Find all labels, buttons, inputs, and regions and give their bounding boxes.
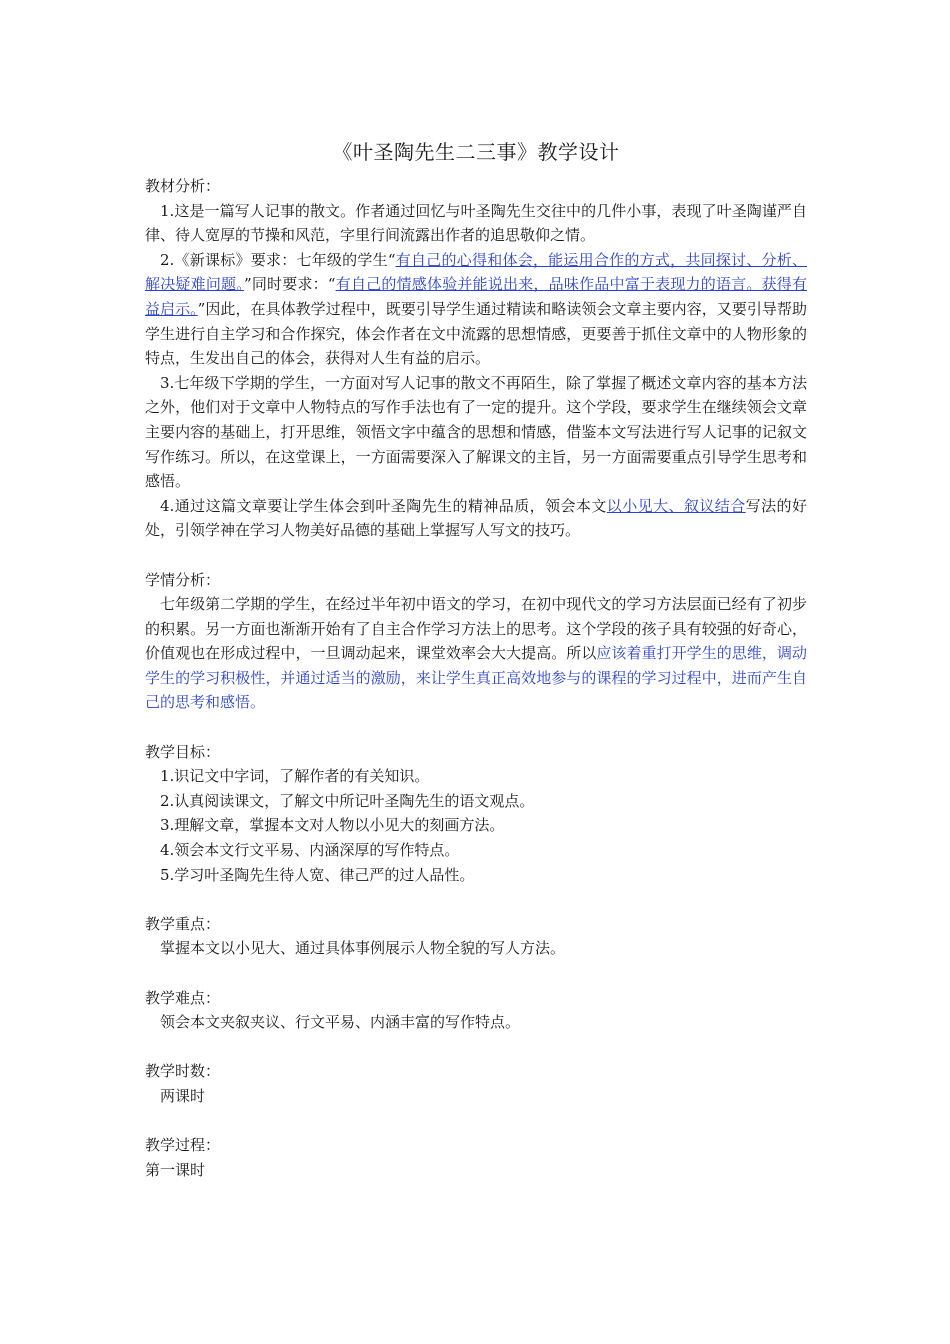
spacer — [145, 1035, 807, 1060]
goal-item-5: 5.学习叶圣陶先生待人宽、律己严的过人品性。 — [160, 865, 475, 884]
material-paragraph-3: 3.七年级下学期的学生，一方面对写人记事的散文不再陌生，除了掌握了概述文章内容的基本方法之外，他们对于文章中人物特点的写作手法也有了一定的提升。这个学段，要求学生在继续领会文章主要内容的基础上，打开思维，领悟文字中蕴含的思想和情感，借鉴本文写法进行写人记事的记叙文写作练习。所以，在这堂课上，一方面需要深入了解课文的主旨，另一方面需要重点引导学生思考和感悟。 — [145, 373, 807, 491]
students-highlight-text: 应该着重打开学生的思维，调动学生的学习积极性，并通过适当的激励，来让学生真正高效地参与的课程的学习过程中，进而产生自己的思考和感悟。 — [145, 644, 807, 712]
document-page — [145, 138, 807, 1182]
spacer — [145, 1109, 807, 1134]
section-heading-material: 教材分析： — [145, 177, 221, 195]
spacer — [145, 543, 807, 568]
hours-text: 两课时 — [160, 1086, 206, 1105]
spacer — [145, 887, 807, 912]
process-first-lesson: 第一课时 — [145, 1160, 206, 1179]
section-heading-key-points: 教学重点： — [145, 914, 221, 933]
section-heading-difficulties: 教学难点： — [145, 988, 221, 1007]
material-paragraph-2 — [145, 248, 807, 371]
section-heading-students: 学情分析： — [145, 570, 221, 589]
material-p4-text-a: 4.通过这篇文章要让学生体会到叶圣陶先生的精神品质，领会本文 — [160, 496, 607, 515]
material-p4-text-b: 写法的好处，引领学神在学习人物美好品德的基础上掌握写人写文的技巧。 — [145, 496, 807, 540]
spacer — [145, 715, 807, 740]
curriculum-quote-link-2[interactable]: 有自己的情感体验并能说出来，品味作品中富于表现力的语言。获得有益启示。 — [145, 275, 807, 318]
material-paragraph-4 — [145, 494, 807, 543]
goal-item-1: 1.识记文中字词，了解作者的有关知识。 — [160, 767, 430, 786]
students-text: 七年级第二学期的学生，在经过半年初中语文的学习，在初中现代文的学习方法层面已经有了初步的积累。另一方面也渐渐开始有了自主合作学习方法上的思考。这个学段的孩子具有较强的好奇心，价值观也在形成过程中，一旦调动起来，课堂效率会大大提高。所以 — [145, 595, 807, 663]
difficulties-text: 领会本文夹叙夹议、行文平易、内涵丰富的写作特点。 — [160, 1013, 521, 1032]
curriculum-quote-link-1[interactable]: 有自己的心得和体会，能运用合作的方式，共同探讨、分析、解决疑难问题。 — [145, 250, 807, 294]
material-p2-text-c: ”因此，在具体教学过程中，既要引导学生通过精读和略读领会文章主要内容，又要引导帮助学生进行自主学习和合作探究，体会作者在文中流露的思想情感，更要善于抓住文章中的人物形象的特点，生发出自己的体会，获得对人生有益的启示。 — [145, 299, 807, 368]
material-paragraph-1: 1.这是一篇写人记事的散文。作者通过回忆与叶圣陶先生交往中的几件小事，表现了叶圣陶谨严自律、待人宽厚的节操和风范，字里行间流露出作者的追思敬仰之情。 — [145, 201, 807, 245]
key-points-text: 掌握本文以小见大、通过具体事例展示人物全貌的写人方法。 — [160, 939, 566, 958]
spacer — [145, 961, 807, 986]
writing-method-link[interactable]: 以小见大、叙议结合 — [606, 496, 746, 515]
goal-item-4: 4.领会本文行文平易、内涵深厚的写作特点。 — [160, 841, 460, 860]
document-title: 《叶圣陶先生二三事》教学设计 — [332, 140, 620, 164]
students-paragraph — [145, 592, 807, 715]
material-p2-text-a: 2.《新课标》要求：七年级的学生“ — [160, 250, 396, 269]
material-p2-text-b: ”同时要求：“ — [243, 275, 336, 294]
section-heading-process: 教学过程： — [145, 1136, 221, 1155]
section-heading-goals: 教学目标： — [145, 742, 221, 761]
section-heading-hours: 教学时数： — [145, 1062, 221, 1081]
goal-item-2: 2.认真阅读课文，了解文中所记叶圣陶先生的语文观点。 — [160, 791, 535, 810]
goal-item-3: 3.理解文章，掌握本文对人物以小见大的刻画方法。 — [160, 816, 505, 835]
